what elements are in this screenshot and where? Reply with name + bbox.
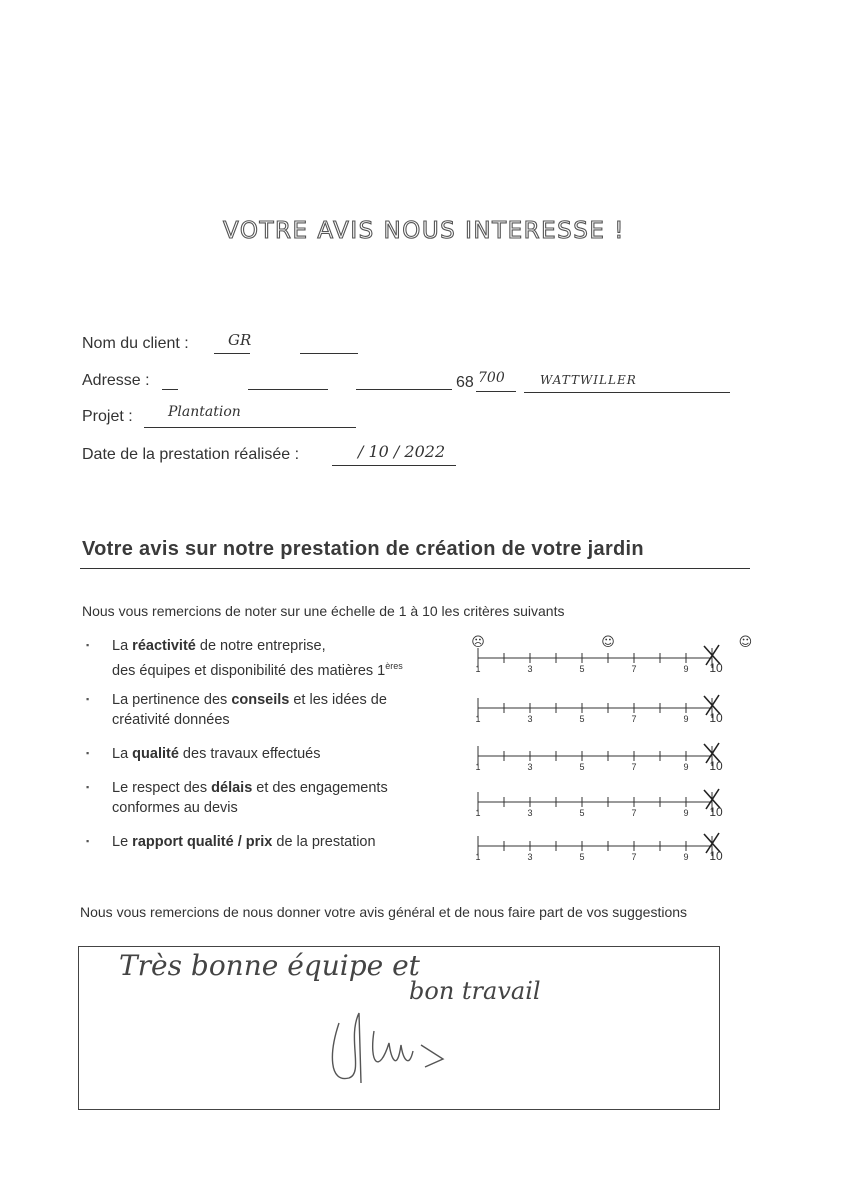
address-underline-1 [162, 388, 178, 390]
scale-label: 1 [475, 664, 481, 674]
criterion-bullet: ▪ [86, 782, 90, 792]
section-rule [80, 568, 750, 569]
criterion-bullet: ▪ [86, 748, 90, 758]
address-label: Adresse : [82, 372, 150, 389]
criterion-text-post: de notre entreprise, [195, 638, 326, 654]
criterion-text [112, 690, 387, 730]
date-label: Date de la prestation réalisée : [82, 446, 300, 463]
rating-scale[interactable] [470, 635, 753, 684]
scale-label: 3 [527, 664, 533, 674]
project-value: Plantation [168, 404, 241, 420]
criterion-keyword: réactivité [132, 638, 196, 654]
scale-label: 5 [579, 714, 585, 724]
scale-face-icon: ☺ [601, 635, 615, 650]
criterion-text [112, 832, 376, 852]
scale-label: 10 [709, 849, 723, 863]
handwritten-signature [319, 1003, 459, 1103]
form-title: VOTRE AVIS NOUS INTERESSE ! [223, 218, 625, 244]
criterion-text-post: de la prestation [272, 834, 376, 850]
date-underline [332, 464, 456, 466]
rating-scale[interactable] [470, 690, 730, 734]
criterion-bullet: ▪ [86, 640, 90, 650]
scale-face-icon: ☹ [471, 635, 485, 650]
address-underline-4 [476, 390, 516, 392]
scale-label: 5 [579, 808, 585, 818]
criterion-text-pre: La [112, 746, 133, 762]
criterion-bullet: ▪ [86, 836, 90, 846]
criterion-text [112, 744, 321, 764]
scale-label: 3 [527, 762, 533, 772]
criterion-text-pre: La [112, 638, 133, 654]
comment-line-1: Très bonne équipe et [119, 949, 420, 982]
client-value: GR [228, 331, 252, 349]
criterion-text-pre: La pertinence des [112, 692, 232, 708]
address-underline-5 [524, 391, 730, 393]
scale-label: 1 [475, 762, 481, 772]
scale-label: 5 [579, 762, 585, 772]
scale-label: 5 [579, 664, 585, 674]
rating-intro: Nous vous remercions de noter sur une échelle de 1 à 10 les critères suivants [82, 603, 565, 619]
scale-label: 7 [631, 808, 637, 818]
comment-line-2: bon travail [409, 977, 541, 1005]
address-postcode-prefix: 68 [456, 374, 474, 391]
criterion-keyword: qualité [132, 746, 179, 762]
criterion-keyword: conseils [231, 692, 290, 708]
criterion-text-pre: Le respect des [112, 780, 212, 796]
criterion-superscript: ères [385, 661, 403, 671]
address-postcode-handwritten: 700 [478, 370, 505, 386]
project-underline [144, 426, 356, 428]
scale-label: 9 [683, 664, 689, 674]
criterion-keyword: rapport qualité / prix [132, 834, 273, 850]
scale-label: 10 [709, 805, 723, 819]
scale-label: 1 [475, 714, 481, 724]
criterion-text-post: des travaux effectués [178, 746, 321, 762]
scale-label: 10 [709, 661, 723, 675]
suggestions-box[interactable] [78, 946, 720, 1110]
date-value: / 10 / 2022 [358, 442, 446, 461]
criterion-bullet: ▪ [86, 694, 90, 704]
client-label: Nom du client : [82, 335, 189, 352]
address-underline-3 [356, 388, 452, 390]
scale-label: 7 [631, 852, 637, 862]
scale-label: 3 [527, 852, 533, 862]
scale-label: 10 [709, 711, 723, 725]
criterion-text-line2: créativité données [112, 712, 230, 728]
scale-label: 10 [709, 759, 723, 773]
rating-scale[interactable] [470, 784, 730, 828]
criterion-text-line2: des équipes et disponibilité des matières 1 [112, 662, 386, 679]
criterion-text [112, 778, 388, 818]
rating-scale[interactable] [470, 738, 730, 782]
scale-label: 7 [631, 714, 637, 724]
scale-label: 9 [683, 852, 689, 862]
address-city: WATTWILLER [540, 373, 637, 387]
scale-label: 3 [527, 808, 533, 818]
client-underline [214, 352, 250, 354]
scale-label: 5 [579, 852, 585, 862]
scale-label: 9 [683, 762, 689, 772]
criterion-text-line2: conformes au devis [112, 800, 238, 816]
criterion-text-post: et les idées de [289, 692, 387, 708]
scale-label: 1 [475, 852, 481, 862]
scale-label: 9 [683, 808, 689, 818]
scale-label: 7 [631, 762, 637, 772]
scale-face-icon: ☺ [738, 635, 753, 650]
scale-label: 1 [475, 808, 481, 818]
scale-label: 9 [683, 714, 689, 724]
criterion-text-post: et des engagements [252, 780, 388, 796]
criterion-keyword: délais [211, 780, 253, 796]
section-title: Votre avis sur notre prestation de création de votre jardin [82, 538, 644, 560]
criterion-text [112, 636, 403, 681]
rating-scale[interactable] [470, 828, 730, 872]
address-underline-2 [248, 388, 328, 390]
project-label: Projet : [82, 408, 133, 425]
suggestions-prompt: Nous vous remercions de nous donner votre avis général et de nous faire part de vos suggestions [80, 904, 688, 920]
criterion-text-pre: Le [112, 834, 133, 850]
client-underline-2 [300, 352, 358, 354]
scale-label: 3 [527, 714, 533, 724]
scale-label: 7 [631, 664, 637, 674]
